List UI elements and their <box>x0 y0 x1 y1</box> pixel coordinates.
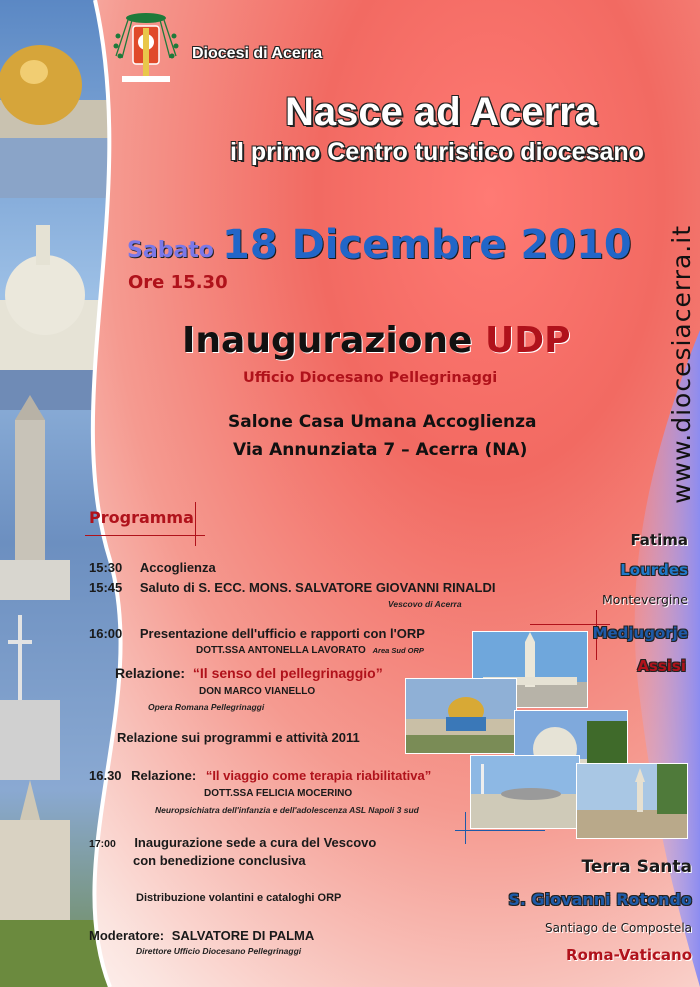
destination-santiago: Santiago de Compostela <box>545 921 692 935</box>
program-speaker: DON MARCO VIANELLO <box>199 686 316 697</box>
program-item-5: Relazione sui programmi e attività 2011 <box>117 730 360 745</box>
event-address: Via Annunziata 7 – Acerra (NA) <box>233 440 528 460</box>
program-time: 15:30 <box>89 560 123 575</box>
divider <box>85 535 205 536</box>
moderator-label: Moderatore: <box>89 928 165 943</box>
program-item-6 <box>89 768 431 783</box>
program-label: Relazione: <box>115 665 186 681</box>
lourdes-sanctuary-image <box>576 763 688 839</box>
program-text: Inaugurazione sede a cura del Vescovo <box>134 835 377 850</box>
program-speaker <box>196 645 424 656</box>
destination-roma-vaticano: Roma-Vaticano <box>566 946 692 964</box>
program-item-1 <box>89 560 216 575</box>
moderator <box>89 928 314 943</box>
destination-medjugorje: Medjugorje <box>592 624 688 642</box>
program-text: Presentazione dell'ufficio e rapporti con l'ORP <box>139 626 425 641</box>
program-item-2 <box>89 580 495 595</box>
program-note: Opera Romana Pellegrinaggi <box>148 702 265 712</box>
website-link[interactable]: www.diocesiacerra.it <box>667 225 696 504</box>
divider <box>455 830 545 831</box>
program-text: Accoglienza <box>139 560 216 575</box>
program-item-4 <box>115 665 383 681</box>
program-time: 16.30 <box>89 768 122 783</box>
page-subtitle: il primo Centro turistico diocesano <box>230 138 644 166</box>
program-note: Vescovo di Acerra <box>388 599 462 609</box>
page-title: Nasce ad Acerra <box>285 90 598 134</box>
destination-assisi: Assisi <box>637 657 686 675</box>
program-quote: “Il viaggio come terapia riabilitativa” <box>205 768 432 783</box>
moderator-name: SALVATORE DI PALMA <box>171 928 315 943</box>
program-speaker: DOTT.SSA FELICIA MOCERINO <box>204 788 353 799</box>
destination-montevergine: Montevergine <box>602 592 688 607</box>
program-heading: Programma <box>89 508 194 527</box>
event-title <box>182 320 571 361</box>
event-day: Sabato <box>127 238 214 263</box>
program-time: 16:00 <box>89 626 123 641</box>
moderator-note: Direttore Ufficio Diocesano Pellegrinaggi <box>136 946 302 956</box>
diocese-name: Diocesi di Acerra <box>192 45 323 62</box>
diocese-crest-icon <box>108 6 184 90</box>
program-quote: “Il senso del pellegrinaggio” <box>192 665 383 681</box>
program-time: 17:00 <box>89 838 116 850</box>
event-title-acronym: UDP <box>485 320 571 361</box>
destination-terra-santa: Terra Santa <box>581 857 692 877</box>
event-title-main: Inaugurazione <box>182 320 473 361</box>
destination-san-giovanni-rotondo: S. Giovanni Rotondo <box>508 890 692 909</box>
divider <box>195 502 196 546</box>
event-subtitle: Ufficio Diocesano Pellegrinaggi <box>243 370 498 386</box>
program-note: Neuropsichiatra dell'infanzia e dell'adolescenza ASL Napoli 3 sud <box>155 805 419 815</box>
speaker-note: Area Sud ORP <box>372 646 424 655</box>
event-date: 18 Dicembre 2010 <box>222 222 632 268</box>
program-item-7 <box>89 834 376 852</box>
padre-pio-church-image <box>470 755 580 829</box>
program-text: Saluto di S. ECC. MONS. SALVATORE GIOVANNI RINALDI <box>139 580 496 595</box>
speaker-name: DOTT.SSA ANTONELLA LAVORATO <box>196 645 366 656</box>
divider <box>465 812 466 844</box>
program-text-continued: con benedizione conclusiva <box>133 853 306 868</box>
program-label: Relazione: <box>131 768 197 783</box>
jerusalem-image <box>405 678 517 754</box>
program-item-8: Distribuzione volantini e cataloghi ORP <box>136 892 342 904</box>
program-item-3 <box>89 626 425 641</box>
destination-fatima: Fatima <box>630 531 688 549</box>
program-time: 15:45 <box>89 580 123 595</box>
event-venue: Salone Casa Umana Accoglienza <box>228 412 537 432</box>
event-time: Ore 15.30 <box>128 272 228 293</box>
destination-lourdes: Lourdes <box>620 561 688 579</box>
